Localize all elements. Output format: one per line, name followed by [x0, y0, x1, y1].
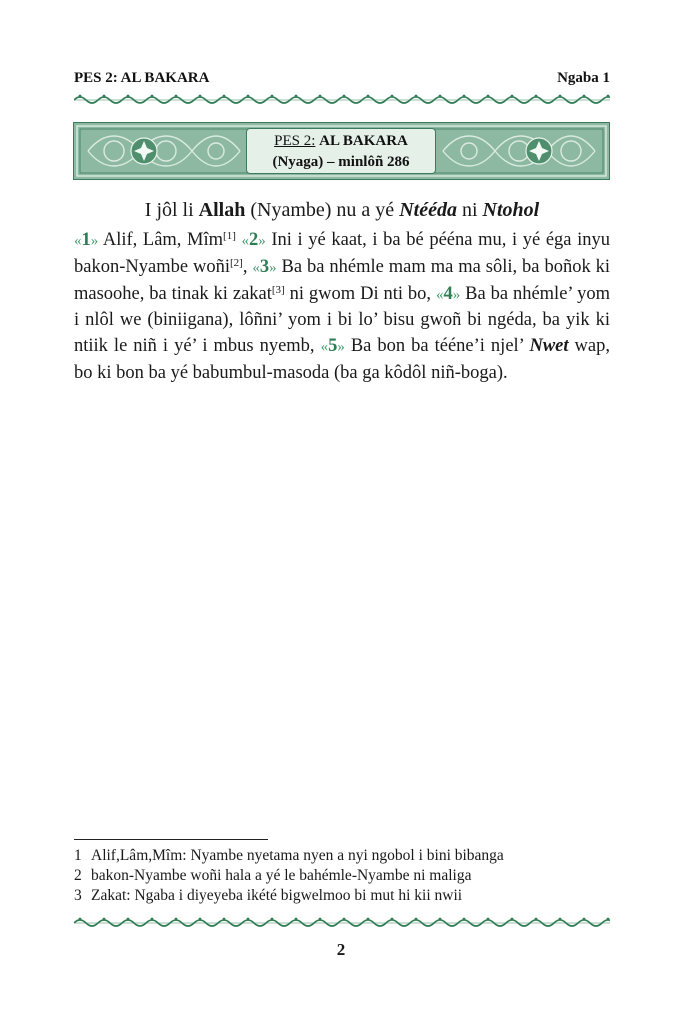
left-star-medallion-icon — [131, 138, 157, 164]
nwet-word: Nwet — [529, 336, 569, 357]
nteeda-word: Ntééda — [399, 199, 457, 221]
footnote-1: 1 Alif,Lâm,Mîm: Nyambe nyetama nyen a nyi ngobol i bini bibanga — [74, 847, 504, 864]
verse-text-3: Ba ba nhémle mam ma ma sôli, ba boñok ki masoohe, ba tinak ki zakat — [74, 256, 611, 304]
footnote-ref-2[interactable]: [2] — [229, 256, 243, 269]
verse-number-3: «3» — [252, 256, 277, 277]
ntohol-word: Ntohol — [482, 199, 540, 221]
chapter-title — [247, 131, 435, 152]
footnotes — [74, 846, 610, 906]
running-header — [74, 70, 610, 87]
page-number: 2 — [336, 940, 346, 959]
header-page-label: Ngaba 1 — [557, 70, 610, 86]
footnote-ref-1[interactable]: [1] — [223, 230, 236, 242]
verse-text-5a: Ba bon ba tééne’i njel’ — [344, 336, 530, 357]
verse-number-1: «1» — [74, 230, 99, 250]
bottom-vine-border-ornament — [74, 916, 610, 930]
chapter-number-label: PES 2: — [274, 133, 316, 149]
verse-text-1: Alif, Lâm, Mîm — [98, 230, 224, 250]
verse-text-5b: wap, bo ki bon ba yé babumbul-masoda (ba ga kôdôl niñ-boga). — [74, 336, 610, 383]
basmala-line: I jôl li Allah (Nyambe) nu a yé Ntééda ni Ntohol — [144, 199, 540, 221]
footnote-divider — [74, 839, 268, 840]
chapter-title-banner — [73, 122, 610, 180]
header-chapter-title: PES 2: AL BAKARA — [74, 70, 210, 86]
footnote-ref-3[interactable]: [3] — [271, 283, 285, 296]
top-vine-border-ornament — [74, 93, 610, 107]
allah-word: Allah — [198, 199, 246, 221]
footnote-2: 2 bakon-Nyambe woñi hala a yé le bahémle-Nyambe ni maliga — [74, 867, 472, 884]
verse-text-4: Ba ba nhémle’ yom i nlôl we (biniigana), lôñni’ yom i bi lo’ bisu gwoñ bi ngéda, ba yik ki ntiik le niñ i yé’ i mbus nyemb, — [74, 283, 610, 357]
chapter-title-plate — [246, 128, 436, 174]
right-star-medallion-icon — [526, 138, 552, 164]
chapter-subtitle: (Nyaga) – minlôñ 286 — [272, 154, 410, 170]
footnote-3: 3 Zakat: Ngaba i diyeyeba ikété bigwelmoo bi mut hi kii nwii — [74, 887, 463, 904]
verse-number-2: «2» — [241, 230, 266, 250]
verse-paragraph: «1» Alif, Lâm, Mîm[1] «2» Ini i yé kaat, i ba bé pééna mu, i yé éga inyu bakon-Nyambe woñi[2], «3» Ba ba nhémle mam ma ma sôli, ba boñok ki masoohe, ba tinak ki zakat[3] ni gwom Di nti bo, «4» Ba ba nhémle’ yom i nlôl we (biniigana), lôñni’ yom i bi lo’ bisu gwoñ bi ngéda, ba yik ki ntiik le niñ i yé’ i mbus nyemb, «5» Ba bon ba tééne’i njel’ Nwet wap, bo ki bon ba yé babumbul-masoda (ba ga kôdôl niñ-boga). — [74, 230, 611, 383]
verse-number-4: «4» — [435, 283, 461, 304]
verse-text-2: Ini i yé kaat, i ba bé pééna mu, i yé éga inyu bakon-Nyambe woñi — [74, 230, 611, 277]
verse-number-5: «5» — [320, 336, 345, 357]
chapter-name: AL BAKARA — [319, 133, 408, 149]
